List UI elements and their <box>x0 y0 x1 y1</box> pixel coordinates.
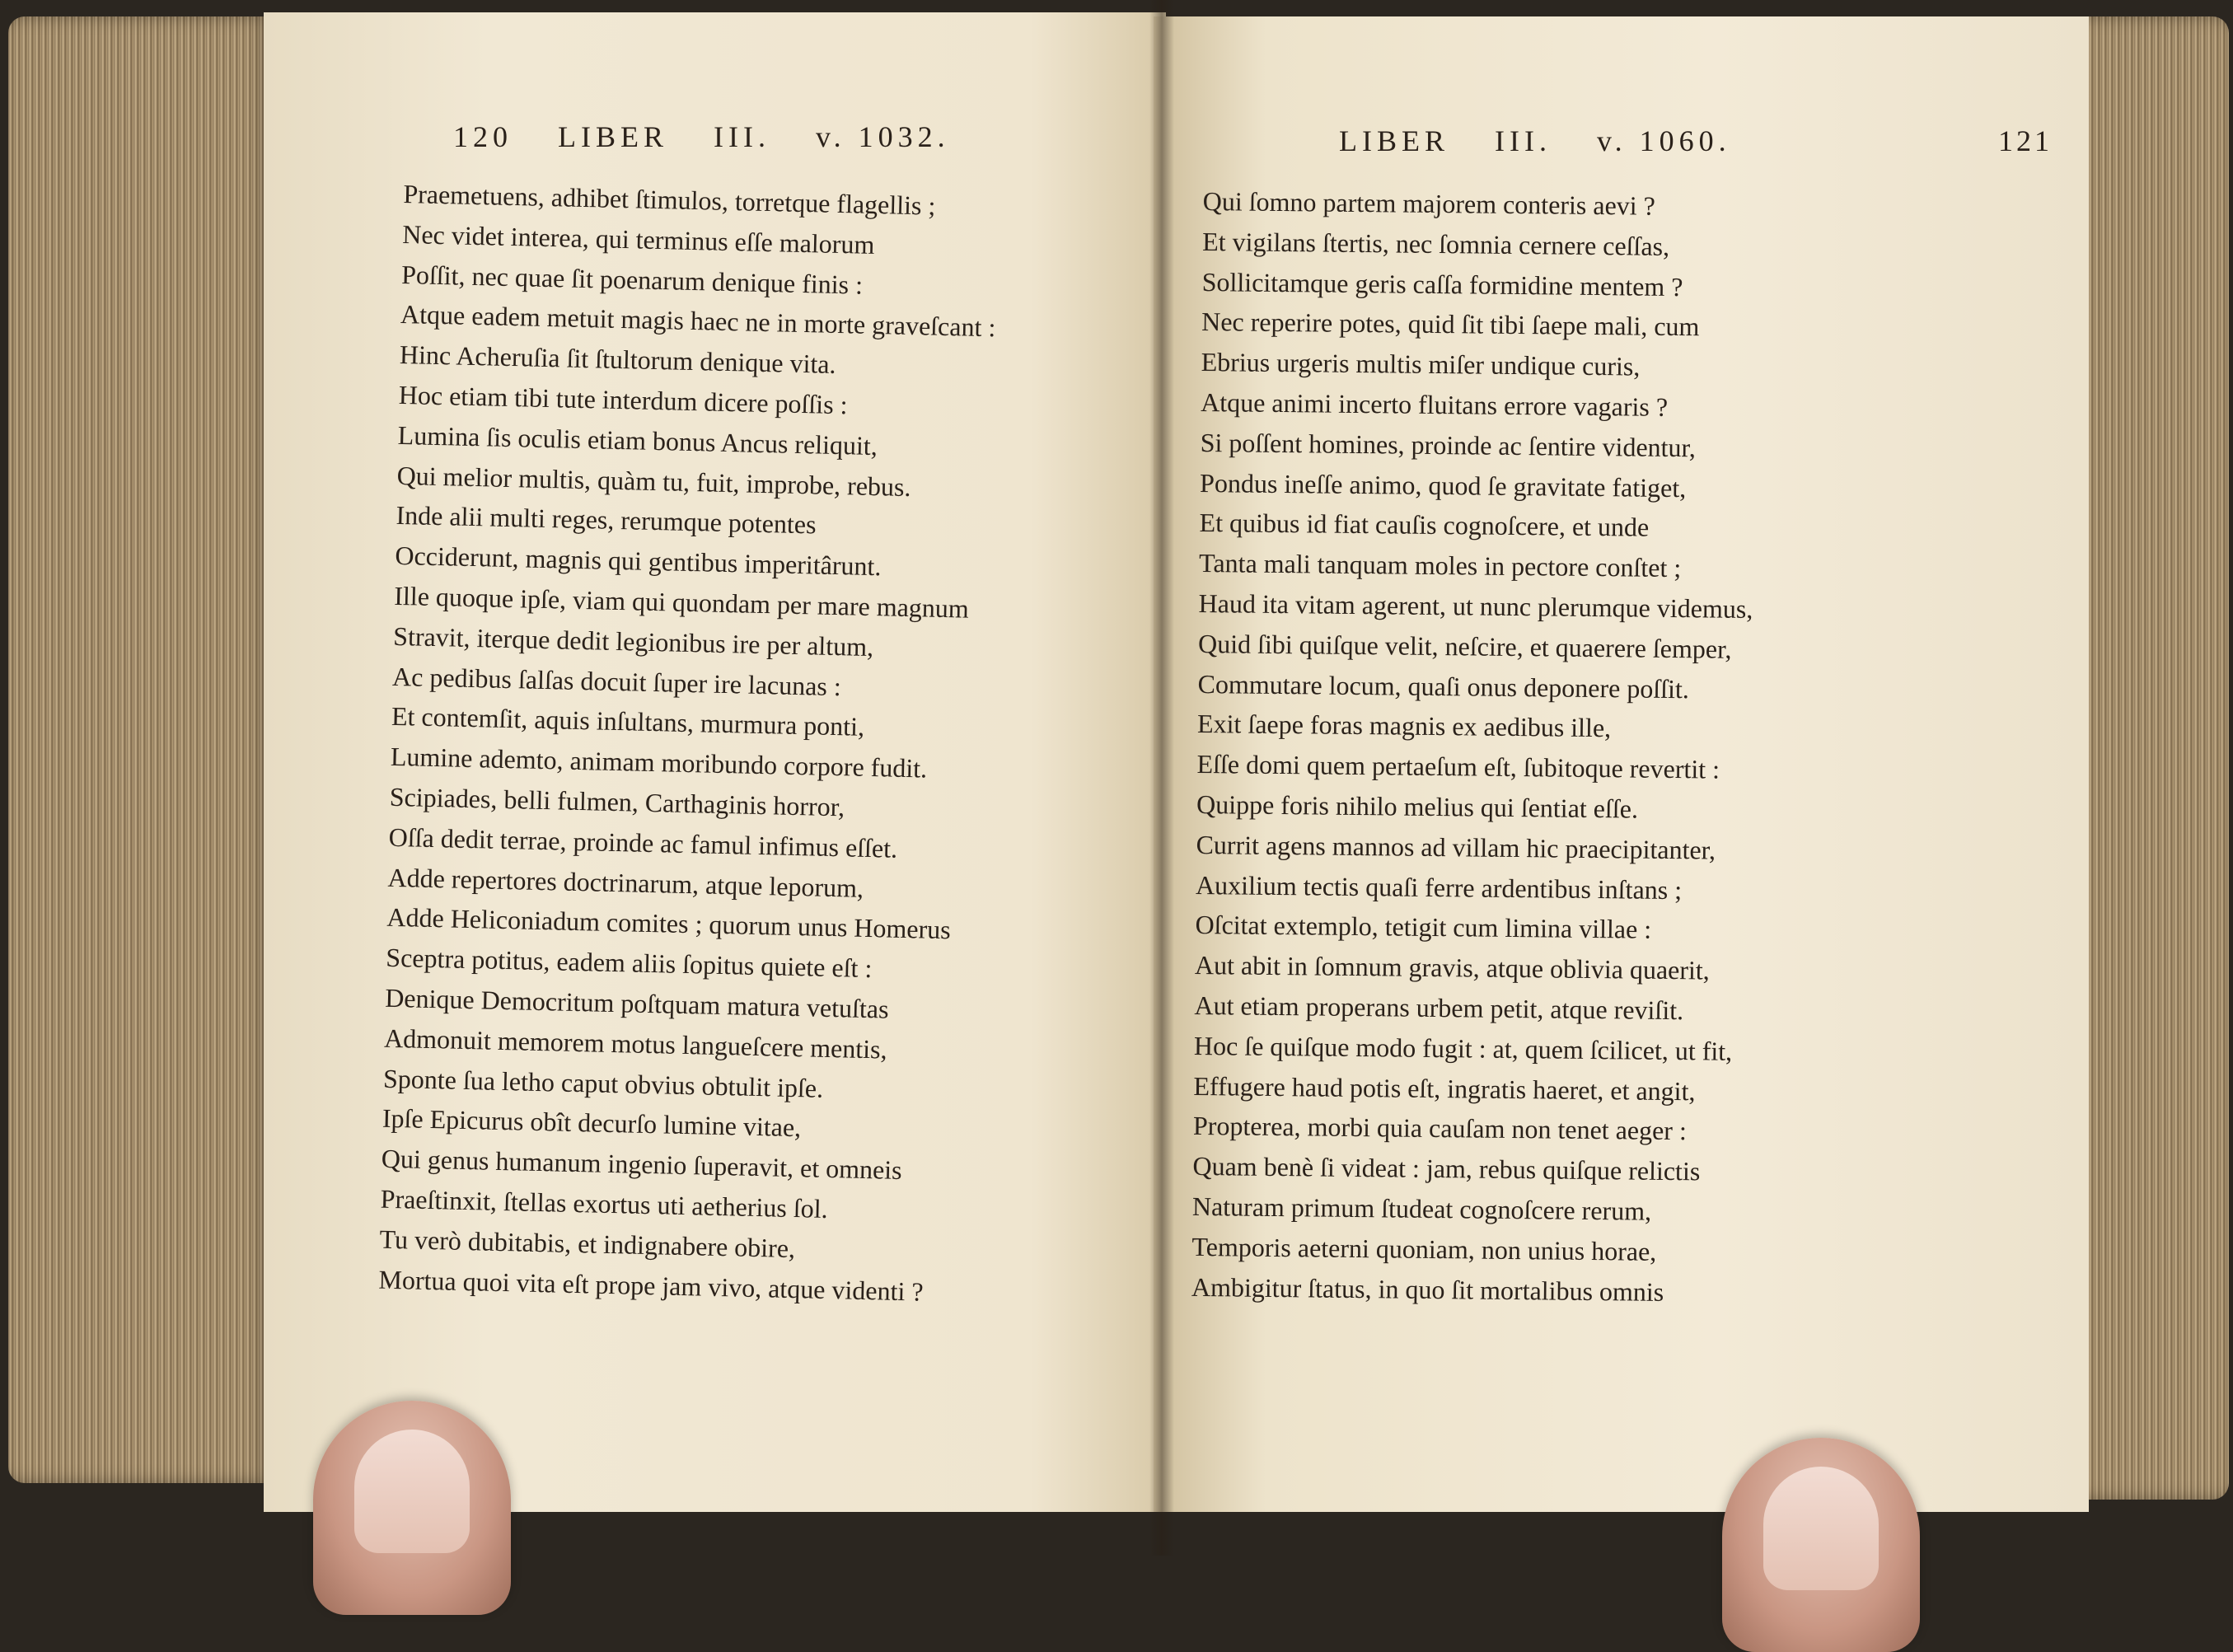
verse-line: Ebrius urgeris multis miſer undique curis, <box>1201 347 1641 381</box>
verse-line: Temporis aeterni quoniam, non unius horae, <box>1191 1231 1657 1266</box>
verse-line: Eſſe domi quem pertaeſum eſt, ſubitoque revertit : <box>1196 749 1720 784</box>
left-thumb <box>313 1401 511 1615</box>
verse-line: Scipiades, belli fulmen, Carthaginis horror, <box>389 781 845 822</box>
verse-line: Praeſtinxit, ſtellas exortus uti aetherius ſol. <box>380 1183 829 1224</box>
verse-line: Adde repertores doctrinarum, atque leporum, <box>387 862 864 903</box>
verse-line: Effugere haud potis eſt, ingratis haeret, et angit, <box>1193 1070 1696 1106</box>
verse-line: Mortua quoi vita eſt prope jam vivo, atque videnti ? <box>378 1264 924 1307</box>
verse-line: Qui genus humanum ingenio ſuperavit, et omneis <box>381 1143 903 1186</box>
verse-line: Commutare locum, quaſi onus deponere poſſit. <box>1197 668 1690 704</box>
verse-line: Pondus ineſſe animo, quod ſe gravitate fatiget, <box>1199 467 1687 503</box>
verse-line: Et quibus id fiat cauſis cognoſcere, et unde <box>1199 508 1650 543</box>
verse-line: Auxilium tectis quaſi ferre ardentibus inſtans ; <box>1195 869 1683 905</box>
right-page-edges <box>2068 16 2229 1500</box>
left-page-number: 120 <box>453 120 513 153</box>
left-verse-lines <box>378 174 999 1313</box>
left-verse-number: v. 1032. <box>815 120 950 153</box>
right-book-title: LIBER <box>1339 124 1449 157</box>
verse-line: Lumine ademto, animam moribundo corpore fudit. <box>390 741 928 784</box>
verse-line: Ipſe Epicurus obît decurſo lumine vitae, <box>382 1103 802 1143</box>
verse-line: Praemetuens, adhibet ſtimulos, torretque flagellis ; <box>403 178 936 221</box>
verse-line: Qui ſomno partem majorem conteris aevi ? <box>1202 185 1656 221</box>
verse-line: Si poſſent homines, proinde ac ſentire videntur, <box>1200 427 1697 463</box>
left-thumbnail <box>354 1430 470 1553</box>
verse-line: Oſſa dedit terrae, proinde ac famul infimus eſſet. <box>388 821 898 863</box>
verse-line: Quippe foris nihilo melius qui ſentiat eſſe. <box>1196 789 1639 824</box>
right-book-number: III. <box>1495 124 1552 157</box>
right-thumb <box>1722 1438 1920 1652</box>
verse-line: Occiderunt, magnis qui gentibus imperitârunt. <box>395 541 882 582</box>
verse-line: Sponte ſua letho caput obvius obtulit ipſe. <box>382 1063 824 1103</box>
verse-line: Tu verò dubitabis, et indignabere obire, <box>379 1224 796 1263</box>
verse-line: Admonuit memorem motus langueſcere mentis, <box>383 1023 887 1065</box>
verse-line: Hoc etiam tibi tute interdum dicere poſſis : <box>398 379 848 420</box>
verse-line: Quid ſibi quiſque velit, neſcire, et quaerere ſemper, <box>1197 628 1732 664</box>
verse-line: Sollicitamque geris caſſa formidine mentem ? <box>1201 266 1683 302</box>
left-running-header <box>453 119 983 154</box>
verse-line: Adde Heliconiadum comites ; quorum unus Homerus <box>386 902 952 945</box>
right-running-header <box>1339 124 2053 158</box>
book-gutter <box>1149 0 1174 1556</box>
right-verse-number: v. 1060. <box>1596 124 1731 157</box>
verse-line: Ac pedibus ſalſas docuit ſuper ire lacunas : <box>391 661 842 701</box>
verse-line: Denique Democritum poſtquam matura vetuſtas <box>384 982 889 1024</box>
verse-line: Nec reperire potes, quid ſit tibi ſaepe mali, cum <box>1201 307 1700 342</box>
left-book-number: III. <box>714 120 770 153</box>
verse-line: Atque animi incerto fluitans errore vagaris ? <box>1201 386 1669 422</box>
verse-line: Hinc Acheruſia ſit ſtultorum denique vita. <box>399 339 836 380</box>
left-page <box>264 12 1166 1512</box>
verse-line: Aut abit in ſomnum gravis, atque oblivia quaerit, <box>1194 950 1710 985</box>
verse-line: Haud ita vitam agerent, ut nunc plerumque videmus, <box>1198 587 1753 624</box>
verse-line: Quam benè ſi videat : jam, rebus quiſque relictis <box>1192 1151 1701 1186</box>
verse-line: Ille quoque ipſe, viam qui quondam per mare magnum <box>393 580 970 624</box>
verse-line: Qui melior multis, quàm tu, fuit, improbe, rebus. <box>396 460 911 502</box>
verse-line: Atque eadem metuit magis haec ne in morte graveſcant : <box>400 299 996 343</box>
left-page-edges <box>8 16 272 1483</box>
right-verse-lines <box>1191 181 1758 1313</box>
verse-line: Tanta mali tanquam moles in pectore conſtet ; <box>1198 548 1682 583</box>
right-page <box>1154 16 2089 1512</box>
verse-line: Poſſit, nec quae ſit poenarum denique finis : <box>400 259 864 300</box>
right-thumbnail <box>1763 1467 1879 1590</box>
right-page-number: 121 <box>1998 124 2053 157</box>
verse-line: Ambigitur ſtatus, in quo ſit mortalibus omnis <box>1191 1271 1664 1307</box>
verse-line: Lumina ſis oculis etiam bonus Ancus reliquit, <box>397 419 878 461</box>
left-book-title: LIBER <box>558 120 668 153</box>
verse-line: Inde alii multi reges, rerumque potentes <box>396 500 817 540</box>
verse-line: Currit agens mannos ad villam hic praecipitanter, <box>1196 829 1716 865</box>
verse-line: Oſcitat extemplo, tetigit cum limina villae : <box>1195 910 1652 945</box>
verse-line: Exit ſaepe foras magnis ex aedibus ille, <box>1196 709 1612 743</box>
verse-line: Naturam primum ſtudeat cognoſcere rerum, <box>1191 1191 1652 1226</box>
verse-line: Stravit, iterque dedit legionibus ire per altum, <box>392 620 874 662</box>
verse-line: Hoc ſe quiſque modo fugit : at, quem ſcilicet, ut fit, <box>1193 1030 1733 1066</box>
verse-line: Propterea, morbi quia cauſam non tenet aeger : <box>1192 1111 1688 1146</box>
verse-line: Aut etiam properans urbem petit, atque reviſit. <box>1194 990 1684 1026</box>
verse-line: Sceptra potitus, eadem aliis ſopitus quiete eſt : <box>386 942 873 984</box>
verse-line: Nec videt interea, qui terminus eſſe malorum <box>401 218 875 260</box>
verse-line: Et contemſit, aquis inſultans, murmura ponti, <box>391 701 865 742</box>
verse-line: Et vigilans ſtertis, nec ſomnia cernere ceſſas, <box>1202 226 1670 261</box>
